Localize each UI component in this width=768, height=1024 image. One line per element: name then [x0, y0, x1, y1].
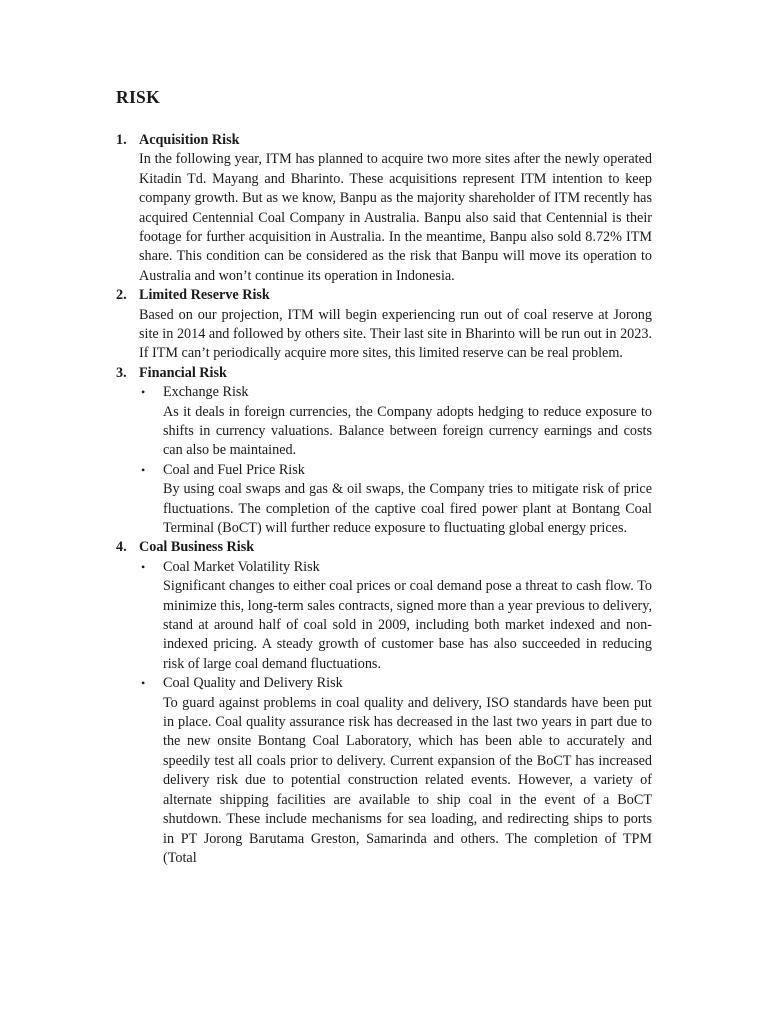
risk-section-list	[116, 131, 652, 868]
subitem-title: Exchange Risk	[163, 384, 249, 401]
section-paragraph: Based on our projection, ITM will begin experiencing run out of coal reserve at Jorong site in 2014 and followed by others site. Their last site in Bharinto will be run out in 2023. If ITM can’t periodically acquire more sites, this limited reserve can be real problem.	[139, 306, 652, 362]
section-limited-reserve-risk	[116, 286, 652, 364]
section-heading	[116, 364, 652, 383]
section-financial-risk	[116, 364, 652, 539]
bullet-icon: •	[141, 385, 146, 400]
section-coal-business-risk	[116, 538, 652, 868]
subitem-paragraph: To guard against problems in coal quality and delivery, ISO standards have been put in place. Coal quality assurance risk has decreased in the last two years in part due to the new onsite Bontang Coal Laboratory, which has been able to accurately and speedily test all coals prior to delivery. Current expansion of the BoCT has increased delivery risk due to potential construction related events. However, a variety of alternate shipping facilities are available to ship coal in the event of a BoCT shutdown. These include mechanisms for sea loading, and redirecting ships to ports in PT Jorong Barutama Greston, Samarinda and others. The completion of TPM (Total	[163, 694, 652, 866]
section-acquisition-risk	[116, 131, 652, 286]
subitem-paragraph: Significant changes to either coal prices or coal demand pose a threat to cash flow. To minimize this, long-term sales contracts, signed more than a year previous to delivery, stand at around half of coal sold in 2009, including both market indexed and non-indexed pricing. A steady growth of customer base has also succeeded in reducing risk of large coal demand fluctuations.	[163, 578, 652, 672]
section-number: 2.	[116, 287, 127, 304]
section-number: 3.	[116, 364, 127, 381]
subitem-coal-market-volatility-risk	[116, 558, 652, 674]
bullet-icon: •	[141, 462, 146, 477]
subitem-title: Coal and Fuel Price Risk	[163, 461, 305, 478]
section-title: Limited Reserve Risk	[139, 287, 270, 304]
section-title: Financial Risk	[139, 364, 227, 381]
subitem-heading	[116, 674, 652, 693]
subitem-title: Coal Market Volatility Risk	[163, 558, 320, 575]
subitem-coal-quality-delivery-risk	[116, 674, 652, 868]
section-number: 4.	[116, 539, 127, 556]
section-title: Acquisition Risk	[139, 132, 240, 148]
section-heading	[116, 286, 652, 305]
section-heading	[116, 131, 652, 150]
subitem-paragraph: By using coal swaps and gas & oil swaps, the Company tries to mitigate risk of price fluctuations. The completion of the captive coal fired power plant at Bontang Coal Terminal (BoCT) will further reduce exposure to fluctuating global energy prices.	[163, 481, 652, 537]
section-number: 1.	[116, 132, 127, 148]
subitem-list	[116, 558, 652, 868]
subitem-list	[116, 383, 652, 538]
subitem-title: Coal Quality and Delivery Risk	[163, 675, 343, 692]
subitem-paragraph: As it deals in foreign currencies, the Company adopts hedging to reduce exposure to shifts in currency valuations. Balance between foreign currency earnings and costs can also be maintained.	[163, 403, 652, 459]
subitem-coal-fuel-price-risk	[116, 461, 652, 539]
section-heading	[116, 538, 652, 557]
subitem-exchange-risk	[116, 383, 652, 461]
section-title: Coal Business Risk	[139, 539, 255, 556]
section-paragraph: In the following year, ITM has planned to acquire two more sites after the newly operated Kitadin Td. Mayang and Bharinto. These acquisitions represent ITM intention to keep company growth. But as we know, Banpu as the majority shareholder of ITM recently has acquired Centennial Coal Company in Australia. Banpu also said that Centennial is their footage for further acquisition in Australia. In the meantime, Banpu also sold 8.72% ITM share. This condition can be considered as the risk that Banpu will move its operation to Australia and won’t continue its operation in Indonesia.	[139, 151, 652, 284]
bullet-icon: •	[141, 676, 146, 691]
subitem-heading	[116, 558, 652, 577]
page-title: RISK	[116, 87, 160, 107]
subitem-heading	[116, 461, 652, 480]
bullet-icon: •	[141, 559, 146, 574]
subitem-heading	[116, 383, 652, 402]
